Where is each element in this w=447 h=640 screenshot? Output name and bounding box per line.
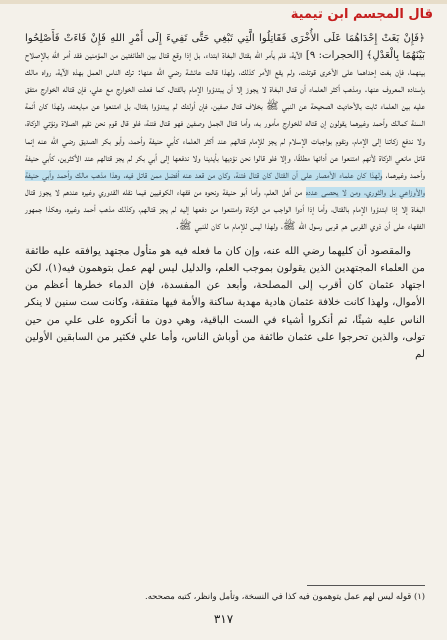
paragraph-1-text-b: من أهل العلم، وأما أبو حنيفة ونحوه من فقهاء الكوفيين فيما نقله القدوري وغيره عندهم لا يجوز قتال البغاة إلا إذا ابتدؤوا الإمام بالقتال، وأما إذا أدوا الواجب من الزكاة وامتنعوا من دفعها إليه لم يجز قتالهم، وكذلك مذهب أحمد وغيره، وهكذا جمهور الفقهاء على أن ذوي القربى هم قربى رسول الله ﷺ، ولهذا ليس للإمام ما كان للنبي ﷺ. — [25, 186, 425, 233]
main-text — [25, 30, 425, 363]
paragraph-1 — [25, 30, 425, 235]
page-header-title: قال المجسم ابن تيمية — [290, 7, 433, 22]
highlighted-passage: ولهذا كان علماء الأمصار على أن القتال كان قتال فتنة، وكان من قعد عنه أفضل ممن قاتل فيه، وهذا مذهب مالك وأحمد وأبي حنيفة والأوزاعي بل والثوري، ومن لا يحصى عدده — [25, 169, 425, 198]
footnote: (١) قوله ليس لهم عمل يتوهمون فيه كذا في النسخة، وتأمل وانظر، كتبه مصححه. — [145, 591, 425, 601]
footnote-separator — [307, 585, 425, 586]
paragraph-1-text-a: ﴿فَإِنْ بَغَتْ إِحْدَاهُمَا عَلَى الأُخْرَى فَقَاتِلُوا الَّتِي تَبْغِي حَتَّى تَفِيءَ إِلَى أَمْرِ اللهِ فَإِنْ فَاءَتْ فَأَصْلِحُوا بَيْنَهُمَا بِالْعَدْلِ﴾ [الحجرات: ٩] الآية، فلم يأمر الله بقتال البغاة ابتداء، بل إذا وقع قتال بين الطائفتين من المؤمنين فقد أمر الله بالإصلاح بينهما، فإن بغت إحداهما على الأخرى قوتلت، ولم يقع الأمر كذلك، ولهذا قالت عائشة رضي الله عنها: ترك الناس العمل بهذه الآية، رواه مالك بإسناده المعروف عنها. ومذهب أكثر العلماء أن قتال البغاة لا يجوز إلا أن يبتدؤوا الإمام بالقتال، كما فعلت الخوارج مع علي، فإن قتاله الخوارج متفق عليه بين العلماء ثابت بالأحاديث الصحيحة عن النبي ﷺ بخلاف قتال صفين، فإن أولئك لم يبتدؤوا بقتال، بل امتنعوا عن مبايعته، ولهذا كان أئمة السنة كمالك وأحمد وغيرهما يقولون إن قتاله للخوارج مأمور به، وأما قتال الجمل وصفين فهو قتال فتنة، فلو قال قوم نحن نقيم الصلاة ونؤتي الزكاة، ولا ندفع زكاتنا إلى الإمام، ونقوم بواجبات الإسلام لم يجز للإمام قتالهم عند أكثر العلماء كأبي حنيفة وأحمد، وأبو بكر الصديق رضي الله عنه إنما قاتل مانعي الزكاة لأنهم امتنعوا عن أدائها مطلقًا، وإلا فلو قالوا نحن نؤديها بأيدينا ولا ندفعها إلى أبي بكر لم يجز قتالهم عند الأكثرين، كأبي حنيفة وأحمد وغيرهما، — [25, 33, 426, 181]
page-number: ٣١٧ — [213, 612, 234, 626]
paragraph-2: والمقصود أن كليهما رضي الله عنه، وإن كان ما فعله فيه هو متأول مجتهد يوافقه عليه طائفة من العلماء المجتهدين الذين يقولون بموجب العلم، والدليل ليس لهم عمل بتوهمون فيه(١)، لكن اجتهاد عثمان كان أقرب إلى المصلحة، وأبعد عن المفسدة، فإن الدماء خطرها أعظم من الأموال، ولهذا كانت خلافة عثمان هادية مهدية ساكنة والأمة فيها متفقة، وكانت ست سنين لا ينكر الناس عليه شيئًا، ثم أنكروا أشياء في الست الباقية، وهي دون ما أنكروه على علي من حين تولى، والذين تحرجوا على عثمان طائفة من أوباش الناس، وأما علي فكثير من السابقين الأولين لم — [25, 246, 425, 360]
